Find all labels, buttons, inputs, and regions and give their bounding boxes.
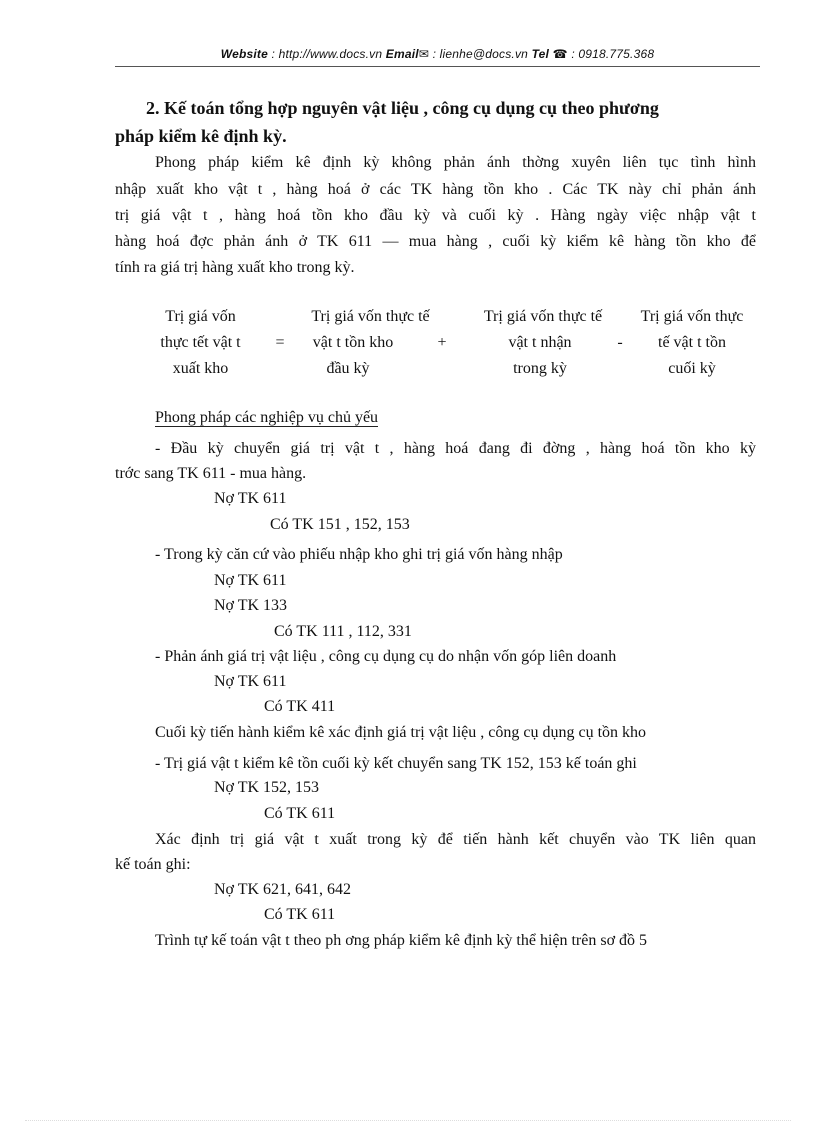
body-b2: - Trong kỳ căn cứ vào phiếu nhập kho ghi trị giá vốn hàng nhập — [155, 546, 563, 563]
entry-debit-621: Nợ TK 621, 641, 642 — [214, 881, 352, 898]
formula-equals: = — [275, 334, 285, 351]
intro-line-3: trị giá vật t , hàng hoá tồn kho đầu kỳ và cuối kỳ . Hàng ngày việc nhập vật t — [115, 207, 756, 224]
formula-col2-line3: đầu kỳ — [326, 360, 370, 377]
tel-number: : 0918.775.368 — [567, 47, 655, 61]
body-b5-l1: Xác định trị giá vật t xuất trong kỳ để tiến hành kết chuyển vào TK liên quan — [155, 831, 756, 848]
email-label: Email — [385, 47, 419, 61]
entry-debit-611-c: Nợ TK 611 — [214, 673, 287, 690]
section-heading-line1: 2. Kế toán tổng hợp nguyên vật liệu , công cụ dụng cụ theo phương — [146, 98, 659, 118]
intro-line-5: tính ra giá trị hàng xuất kho trong kỳ. — [115, 259, 355, 276]
entry-credit-111: Có TK 111 , 112, 331 — [274, 623, 412, 640]
entry-credit-611-a: Có TK 611 — [264, 805, 336, 822]
formula-col2-line2: vật t tồn kho — [312, 334, 394, 351]
body-end: Cuối kỳ tiến hành kiểm kê xác định giá trị vật liệu , công cụ dụng cụ tồn kho — [155, 724, 647, 741]
phone-icon: ☎ — [552, 47, 568, 61]
body-b4: - Trị giá vật t kiểm kê tồn cuối kỳ kết chuyển sang TK 152, 153 kế toán ghi — [155, 755, 637, 772]
formula-col1-line3: xuất kho — [172, 360, 229, 377]
entry-credit-611-b: Có TK 611 — [264, 906, 336, 923]
intro-line-2: nhập xuất kho vật t , hàng hoá ở các TK hàng tồn kho . Các TK này chỉ phản ánh — [115, 181, 756, 198]
entry-debit-611-b: Nợ TK 611 — [214, 572, 287, 589]
body-closing: Trình tự kế toán vật t theo ph ơng pháp kiểm kê định kỳ thể hiện trên sơ đồ 5 — [155, 932, 648, 949]
website-label: Website — [220, 47, 268, 61]
formula-col4-line2: tế vật t tồn — [658, 334, 726, 351]
entry-debit-611-a: Nợ TK 611 — [214, 490, 287, 507]
email-address[interactable]: : lienhe@docs.vn — [429, 47, 532, 61]
methods-title: Phong pháp các nghiệp vụ chủ yếu — [155, 409, 379, 426]
formula-col1-line1: Trị giá vốn — [165, 308, 236, 325]
methods-title-wrap — [155, 408, 378, 428]
entry-credit-151: Có TK 151 , 152, 153 — [270, 516, 410, 533]
body-b1-l2: trớc sang TK 611 - mua hàng. — [115, 465, 307, 482]
section-heading-line2: pháp kiểm kê định kỳ. — [115, 126, 287, 146]
formula-col4-line1: Trị giá vốn thực — [640, 308, 744, 325]
formula-col3-line3: trong kỳ — [513, 360, 567, 377]
formula-minus: - — [617, 334, 623, 351]
footer-divider — [25, 1120, 791, 1121]
formula-col1-line2: thực tết vật t — [160, 334, 241, 351]
email-icon: ✉ — [418, 47, 430, 61]
header-divider — [115, 66, 760, 67]
page-header — [115, 47, 760, 61]
intro-line-4: hàng hoá đợc phản ánh ở TK 611 — mua hàng , cuối kỳ kiểm kê hàng tồn kho để — [115, 233, 756, 250]
entry-debit-133: Nợ TK 133 — [214, 597, 288, 614]
body-b3: - Phản ánh giá trị vật liệu , công cụ dụng cụ do nhận vốn góp liên doanh — [155, 648, 617, 665]
formula-col3-line1: Trị giá vốn thực tế — [483, 308, 603, 325]
formula-col3-line2: vật t nhận — [508, 334, 572, 351]
entry-debit-152: Nợ TK 152, 153 — [214, 779, 320, 796]
formula-col2-line1: Trị giá vốn thực tế — [311, 308, 430, 325]
body-b1-l1: - Đầu kỳ chuyển giá trị vật t , hàng hoá đang đi đờng , hàng hoá tồn kho kỳ — [155, 440, 756, 457]
entry-credit-411: Có TK 411 — [264, 698, 336, 715]
formula-col4-line3: cuối kỳ — [668, 360, 716, 377]
formula-plus: + — [437, 334, 447, 351]
website-url[interactable]: : http://www.docs.vn — [268, 47, 386, 61]
body-b5-l2: kế toán ghi: — [115, 856, 191, 873]
tel-label: Tel — [531, 47, 550, 61]
intro-line-1: Phong pháp kiểm kê định kỳ không phản ánh thờng xuyên liên tục tình hình — [155, 154, 756, 171]
